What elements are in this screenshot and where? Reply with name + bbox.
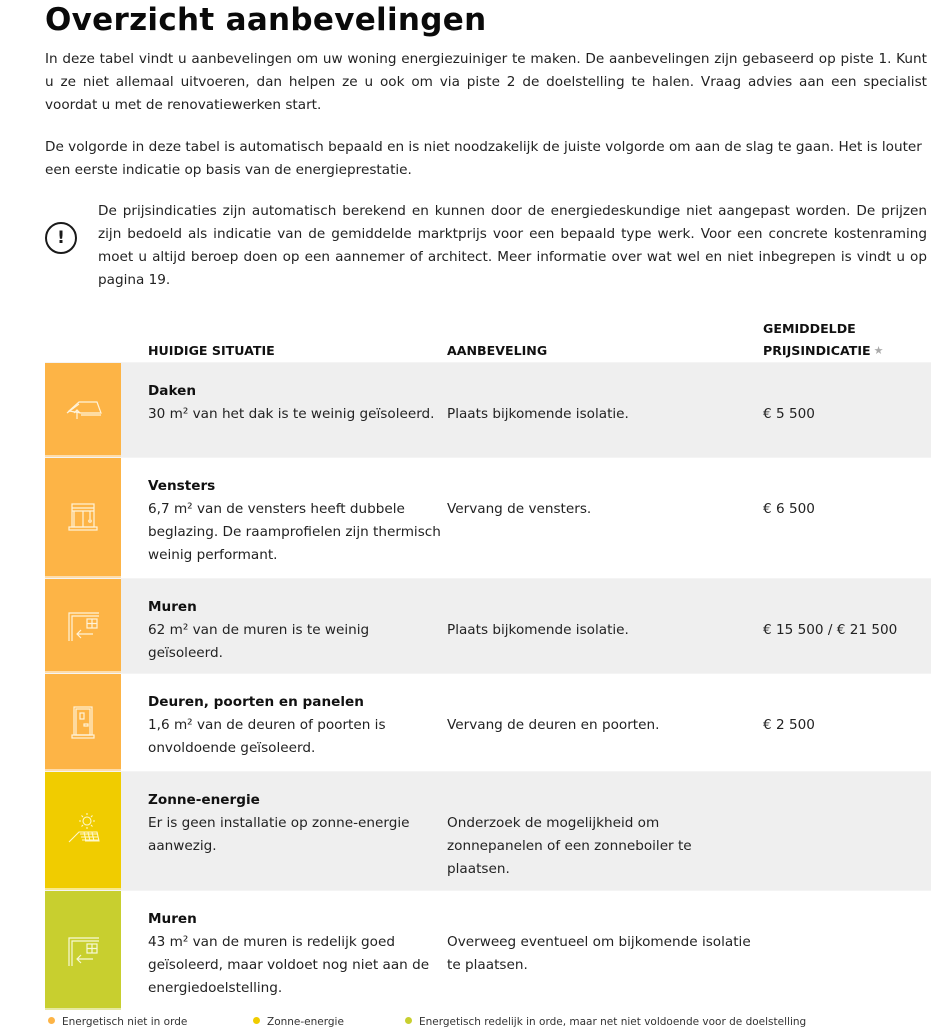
row-name: Muren — [148, 599, 197, 615]
row-situation: 43 m² van de muren is redelijk goed geïsoleerd, maar voldoet nog niet aan de energiedoelstelling. — [148, 934, 430, 996]
header-price-indication — [763, 318, 884, 362]
wall-icon — [63, 605, 103, 645]
header-price-line2: PRIJSINDICATIE — [763, 343, 871, 358]
row-situation: 1,6 m² van de deuren of poorten is onvoldoende geïsoleerd. — [148, 717, 386, 756]
row-icon-cell — [45, 891, 121, 1010]
row-recommendation: Overweeg eventueel om bijkomende isolatie te plaatsen. — [447, 934, 751, 973]
wall-icon — [63, 930, 103, 970]
row-recommendation: Vervang de deuren en poorten. — [447, 717, 660, 733]
recommendations-table — [45, 362, 931, 1010]
legend-item — [405, 1016, 806, 1028]
row-situation: 62 m² van de muren is te weinig geïsoleerd. — [148, 622, 370, 661]
row-recommendation: Plaats bijkomende isolatie. — [447, 622, 629, 638]
table-row — [45, 362, 931, 457]
row-name: Muren — [148, 911, 197, 927]
roof-icon — [63, 389, 103, 429]
table-row — [45, 771, 931, 890]
header-recommendation: AANBEVELING — [447, 343, 548, 358]
table-row — [45, 578, 931, 673]
door-icon — [63, 702, 103, 742]
legend-item — [253, 1016, 344, 1028]
table-row — [45, 890, 931, 1010]
legend-label: Zonne-energie — [267, 1016, 344, 1028]
legend-dot-orange — [48, 1017, 55, 1024]
row-price: € 2 500 — [763, 717, 815, 733]
table-header — [45, 315, 931, 362]
row-name: Zonne-energie — [148, 792, 260, 808]
header-current-situation: HUIDIGE SITUATIE — [148, 343, 275, 358]
order-paragraph: De volgorde in deze tabel is automatisch bepaald en is niet noodzakelijk de juiste volgorde om aan de slag te gaan. Het is louter een eerste indicatie op basis van de energieprestatie. — [45, 139, 922, 178]
row-name: Daken — [148, 383, 197, 399]
exclamation-circle-icon: ! — [45, 222, 77, 254]
solar-panel-icon — [63, 810, 103, 850]
legend-dot-yellow — [253, 1017, 260, 1024]
row-recommendation: Onderzoek de mogelijkheid om zonnepanelen of een zonneboiler te plaatsen. — [447, 815, 692, 877]
table-row — [45, 673, 931, 771]
row-icon-cell — [45, 363, 121, 457]
row-price: € 15 500 / € 21 500 — [763, 622, 898, 638]
legend-label: Energetisch redelijk in orde, maar net niet voldoende voor de doelstelling — [419, 1016, 807, 1028]
row-icon-cell — [45, 458, 121, 578]
notice-text: De prijsindicaties zijn automatisch berekend en kunnen door de energiedeskundige niet aangepast worden. De prijzen zijn bedoeld als indicatie van de gemiddelde marktprijs voor een bepaald type werk. Voor een concrete kostenraming moet u altijd beroep doen op een aannemer of architect. Meer informatie over wat wel en niet inbegrepen is vindt u op pagina 19. — [98, 203, 927, 288]
table-row — [45, 457, 931, 578]
row-name: Vensters — [148, 478, 216, 494]
intro-paragraph: In deze tabel vindt u aanbevelingen om uw woning energiezuiniger te maken. De aanbevelingen zijn gebaseerd op piste 1. Kunt u ze niet allemaal uitvoeren, dan helpen ze u ook om via piste 2 de doelstelling te halen. Vraag advies aan een specialist voordat u met de renovatiewerken start. — [45, 51, 927, 113]
row-price: € 5 500 — [763, 406, 815, 422]
star-icon: ★ — [873, 344, 884, 357]
row-price: € 6 500 — [763, 501, 815, 517]
legend-item — [48, 1016, 187, 1028]
row-icon-cell — [45, 674, 121, 771]
window-icon — [63, 497, 103, 537]
legend-label: Energetisch niet in orde — [62, 1016, 188, 1028]
row-recommendation: Plaats bijkomende isolatie. — [447, 406, 629, 422]
row-icon-cell — [45, 579, 121, 673]
header-price-line1: GEMIDDELDE — [763, 321, 856, 336]
row-icon-cell — [45, 772, 121, 890]
legend-dot-green — [405, 1017, 412, 1024]
page-title: Overzicht aanbevelingen — [45, 2, 487, 38]
row-recommendation: Vervang de vensters. — [447, 501, 592, 517]
row-name: Deuren, poorten en panelen — [148, 694, 364, 710]
legend — [45, 1016, 942, 1030]
row-situation: 30 m² van het dak is te weinig geïsoleerd. — [148, 406, 435, 422]
row-situation: 6,7 m² van de vensters heeft dubbele beglazing. De raamprofielen zijn thermisch weinig performant. — [148, 501, 441, 563]
row-situation: Er is geen installatie op zonne-energie aanwezig. — [148, 815, 410, 854]
